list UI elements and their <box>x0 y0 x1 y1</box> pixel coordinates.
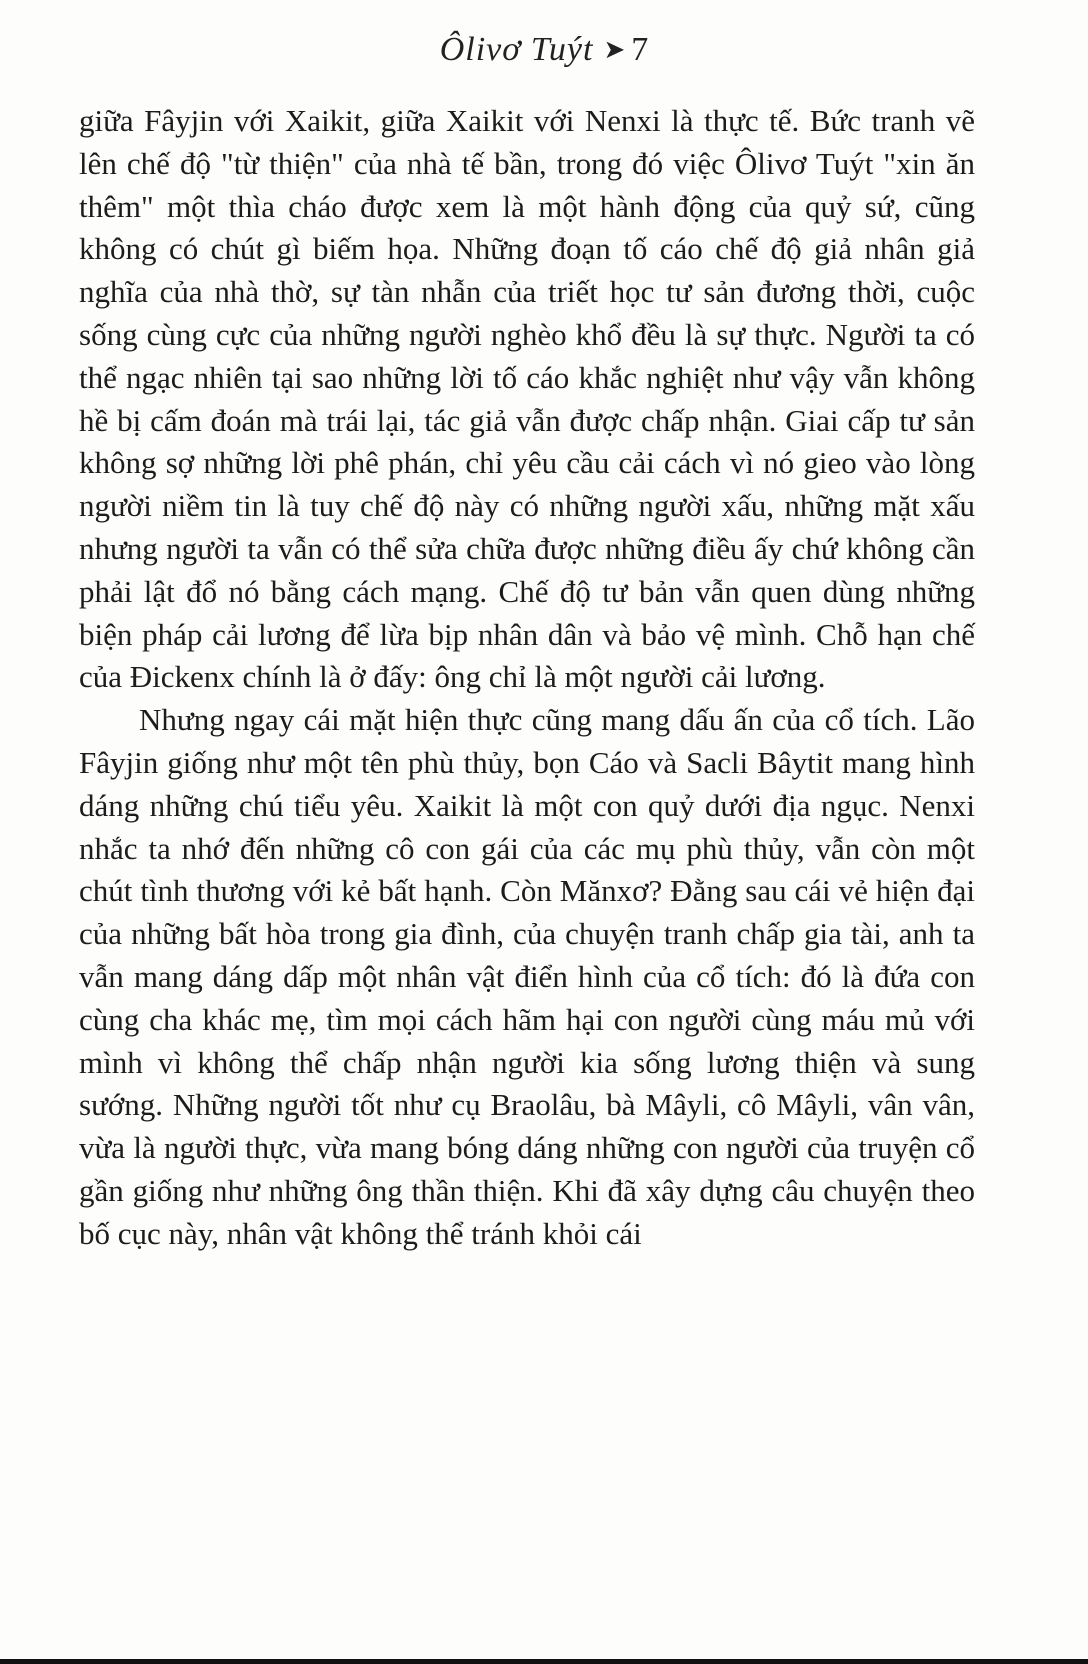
paragraph-1: giữa Fâyjin với Xaikit, giữa Xaikit với Nenxi là thực tế. Bức tranh vẽ lên chế độ "từ thiện" của nhà tế bần, trong đó việc Ôlivơ Tuýt "xin ăn thêm" một thìa cháo được xem là một hành động của quỷ sứ, cũng không có chút gì biếm họa. Những đoạn tố cáo chế độ giả nhân giả nghĩa của nhà thờ, sự tàn nhẫn của triết học tư sản đương thời, cuộc sống cùng cực của những người nghèo khổ đều là sự thực. Người ta có thể ngạc nhiên tại sao những lời tố cáo khắc nghiệt như vậy vẫn không hề bị cấm đoán mà trái lại, tác giả vẫn được chấp nhận. Giai cấp tư sản không sợ những lời phê phán, chỉ yêu cầu cải cách vì nó gieo vào lòng người niềm tin là tuy chế độ này có những người xấu, những mặt xấu nhưng người ta vẫn có thể sửa chữa được những điều ấy chứ không cần phải lật đổ nó bằng cách mạng. Chế độ tư bản vẫn quen dùng những biện pháp cải lương để lừa bịp nhân dân và bảo vệ mình. Chỗ hạn chế của Đickenx chính là ở đấy: ông chỉ là một người cải lương. <box>79 103 975 695</box>
page-bottom-edge <box>0 1659 1088 1664</box>
arrow-icon: ➤ <box>603 35 626 64</box>
page-number: 7 <box>631 31 649 68</box>
running-header <box>0 20 1088 80</box>
paragraph-2: Nhưng ngay cái mặt hiện thực cũng mang dấu ấn của cổ tích. Lão Fâyjin giống như một tên phù thủy, bọn Cáo và Sacli Bâytit mang hình dáng những chú tiểu yêu. Xaikit là một con quỷ dưới địa ngục. Nenxi nhắc ta nhớ đến những cô con gái của các mụ phù thủy, vẫn còn một chút tình thương với kẻ bất hạnh. Còn Mănxơ? Đằng sau cái vẻ hiện đại của những bất hòa trong gia đình, của chuyện tranh chấp gia tài, anh ta vẫn mang dáng dấp một nhân vật điển hình của cổ tích: đó là đứa con cùng cha khác mẹ, tìm mọi cách hãm hại con người cùng máu mủ với mình vì không thể chấp nhận người kia sống lương thiện và sung sướng. Những người tốt như cụ Braolâu, bà Mâyli, cô Mâyli, vân vân, vừa là người thực, vừa mang bóng dáng những con người của truyện cổ gần giống như những ông thần thiện. Khi đã xây dựng câu chuyện theo bố cục này, nhân vật không thể tránh khỏi cái <box>79 702 975 1251</box>
body-text <box>79 100 975 1256</box>
book-title: Ôlivơ Tuýt <box>439 31 594 68</box>
